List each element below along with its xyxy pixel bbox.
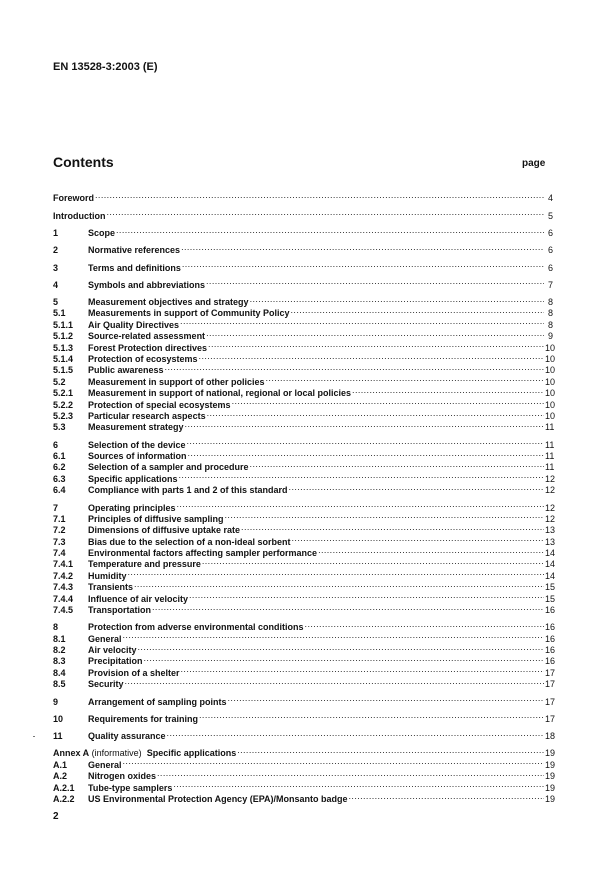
dot-leader <box>207 408 544 419</box>
toc-entry-page: 15 <box>545 593 556 604</box>
toc-entry-title: Sources of information <box>88 451 187 462</box>
toc-entry-number: 5.1.2 <box>53 331 74 342</box>
dot-leader <box>165 362 544 373</box>
toc-entry-title: Transportation <box>88 605 152 616</box>
toc-entry-title: Selection of a sampler and procedure <box>88 462 249 473</box>
toc-entry[interactable] <box>53 567 556 581</box>
toc-entry-page: 19 <box>545 759 556 770</box>
toc-entry-number: 8.3 <box>53 656 66 667</box>
toc-entry[interactable] <box>53 436 555 450</box>
dot-leader <box>177 499 544 510</box>
toc-entry-title: Protection of special ecosystems <box>88 399 231 410</box>
dot-leader <box>181 242 544 253</box>
toc-entry-title: Protection from adverse environmental conditions <box>88 622 304 633</box>
toc-entry-title: Particular research aspects <box>88 410 206 421</box>
toc-entry-page: 10 <box>545 354 556 365</box>
dot-leader <box>237 745 544 756</box>
toc-entry-number: 8 <box>53 622 59 633</box>
toc-entry-number: 5.2 <box>53 376 66 387</box>
dot-leader <box>206 276 544 287</box>
toc-entry-title: Measurement in support of other policies <box>88 376 265 387</box>
toc-entry[interactable] <box>53 207 553 221</box>
toc-entry-title: Transients <box>88 582 134 593</box>
toc-entry-title: Forest Protection directives <box>88 342 208 353</box>
toc-entry-title: Air Quality Directives <box>88 319 180 330</box>
toc-entry-number: 7.4.5 <box>53 605 74 616</box>
toc-entry-page: 14 <box>545 548 556 559</box>
toc-entry-page: 16 <box>545 645 556 656</box>
toc-entry-title: Measurement strategy <box>88 422 184 433</box>
dot-leader <box>208 339 544 350</box>
toc-entry-page: 11 <box>545 462 555 473</box>
toc-entry-number: 5.3 <box>53 422 66 433</box>
toc-entry-title: Measurement objectives and strategy <box>88 297 249 308</box>
toc-entry-number: 10 <box>53 713 64 724</box>
toc-entry-number: 5.2.2 <box>53 399 74 410</box>
toc-entry-page: 8 <box>547 319 553 330</box>
dot-leader <box>352 385 544 396</box>
dot-leader <box>241 522 544 533</box>
toc-entry-number: 4 <box>53 279 59 290</box>
toc-entry-title: Air velocity <box>88 645 137 656</box>
toc-entry-page: 16 <box>545 656 556 667</box>
toc-entry-number: 7.2 <box>53 525 66 536</box>
page-column-label: page <box>522 158 546 169</box>
toc-entry-number: 8.1 <box>53 633 66 644</box>
toc-entry-page: 8 <box>547 297 553 308</box>
toc-entry-number: 5.1.1 <box>53 319 74 330</box>
toc-entry-page: 13 <box>545 525 556 536</box>
toc-entry-title: US Environmental Protection Agency (EPA)/Monsanto badge <box>88 793 348 804</box>
toc-entry-page: 15 <box>545 582 556 593</box>
toc-entry-page: 17 <box>545 713 556 724</box>
toc-entry-number: A.1 <box>53 759 68 770</box>
toc-entry[interactable] <box>53 676 556 690</box>
toc-entry-page: 10 <box>545 365 556 376</box>
dot-leader <box>167 728 544 739</box>
toc-entry-title: Symbols and abbreviations <box>88 279 206 290</box>
toc-entry[interactable] <box>53 728 556 742</box>
toc-entry-title: Public awareness <box>88 365 164 376</box>
toc-entry-title: Humidity <box>88 570 127 581</box>
toc-entry-title: Introduction <box>53 210 106 221</box>
toc-entry[interactable] <box>53 768 556 782</box>
toc-entry[interactable] <box>53 190 553 204</box>
toc-entry-page: 14 <box>545 570 556 581</box>
toc-entry-title: Requirements for training <box>88 713 199 724</box>
dot-leader <box>199 710 544 721</box>
dot-leader <box>187 436 544 447</box>
dot-leader <box>123 630 544 641</box>
toc-entry-number: 5.1.4 <box>53 354 74 365</box>
toc-entry-page: 18 <box>545 731 556 742</box>
toc-entry-page: 19 <box>545 771 556 782</box>
toc-entry-number: 6.1 <box>53 451 66 462</box>
toc-entry[interactable] <box>53 642 556 656</box>
toc-entry-page: 13 <box>545 536 556 547</box>
toc-entry-page: 19 <box>545 748 556 759</box>
toc-entry-number: 6.2 <box>53 462 66 473</box>
toc-entry-title: Specific applications <box>88 473 178 484</box>
dot-leader <box>128 567 544 578</box>
toc-entry-page: 7 <box>547 279 553 290</box>
toc-entry[interactable] <box>53 225 553 236</box>
dot-leader <box>349 791 544 802</box>
toc-entry-title: Protection of ecosystems <box>88 354 198 365</box>
toc-entry-title: Nitrogen oxides <box>88 771 157 782</box>
scan-speck <box>33 736 35 737</box>
toc-entry-title: Selection of the device <box>88 439 186 450</box>
toc-entry[interactable] <box>53 756 556 770</box>
toc-entry[interactable] <box>53 242 553 256</box>
toc-entry-title: General <box>88 759 122 770</box>
toc-entry-page: 10 <box>545 410 556 421</box>
toc-entry-page: 17 <box>545 679 556 690</box>
toc-entry-number: 5 <box>53 297 59 308</box>
dot-leader <box>182 259 544 270</box>
toc-entry-number: A.2.2 <box>53 793 75 804</box>
dot-leader <box>134 579 544 590</box>
toc-entry[interactable] <box>53 619 556 633</box>
toc-entry-number: 7.3 <box>53 536 66 547</box>
toc-entry-title: Arrangement of sampling points <box>88 696 227 707</box>
toc-entry-page: 12 <box>545 473 556 484</box>
toc-entry-page: 16 <box>545 605 556 616</box>
dot-leader <box>152 602 544 613</box>
toc-entry-title: Influence of air velocity <box>88 593 189 604</box>
document-id: EN 13528-3:2003 (E) <box>53 61 158 73</box>
toc-entry-page: 10 <box>545 342 556 353</box>
dot-leader <box>292 533 544 544</box>
dot-leader <box>181 664 544 675</box>
dot-leader <box>173 779 544 790</box>
toc-entry-title: Security <box>88 679 124 690</box>
dot-leader <box>228 693 544 704</box>
dot-leader <box>188 448 544 459</box>
toc-entry-title: Provision of a shelter <box>88 667 180 678</box>
toc-entry-number: 7.1 <box>53 513 66 524</box>
toc-entry-title: Tube-type samplers <box>88 782 173 793</box>
dot-leader <box>266 373 544 384</box>
dot-leader <box>250 294 544 305</box>
toc-entry-page: 5 <box>547 210 553 221</box>
toc-entry[interactable] <box>53 579 556 593</box>
table-of-contents <box>53 190 556 804</box>
dot-leader <box>206 328 544 339</box>
dot-leader <box>289 482 544 493</box>
toc-entry-number: A.2.1 <box>53 782 75 793</box>
toc-entry-page: 16 <box>545 633 556 644</box>
toc-entry-title: Operating principles <box>88 502 176 513</box>
toc-entry-title: Terms and definitions <box>88 262 181 273</box>
toc-entry[interactable] <box>53 499 556 513</box>
toc-entry-number: 5.1 <box>53 308 66 319</box>
toc-entry-page: 6 <box>547 227 553 238</box>
toc-entry-title: Bias due to the selection of a non-ideal sorbent <box>88 536 291 547</box>
dot-leader <box>185 419 544 430</box>
toc-entry-number: 8.5 <box>53 679 66 690</box>
annex-title: Specific applications <box>141 748 237 759</box>
toc-entry-page: 11 <box>545 422 555 433</box>
toc-entry-number: 1 <box>53 227 59 238</box>
toc-entry-title: Environmental factors affecting sampler performance <box>88 548 318 559</box>
toc-entry-number: 9 <box>53 696 59 707</box>
toc-entry-page: 11 <box>545 439 555 450</box>
toc-entry-page: 8 <box>547 308 553 319</box>
dot-leader <box>202 556 544 567</box>
dot-leader <box>95 190 544 201</box>
dot-leader <box>144 653 544 664</box>
toc-entry-number: 8.2 <box>53 645 66 656</box>
toc-entry-number: 6.3 <box>53 473 66 484</box>
toc-entry-page: 19 <box>545 782 556 793</box>
toc-entry-page: 4 <box>547 193 553 204</box>
dot-leader <box>250 459 544 470</box>
toc-entry-page: 14 <box>545 559 556 570</box>
toc-entry-number: 7.4.3 <box>53 582 74 593</box>
toc-entry-page: 9 <box>547 331 553 342</box>
toc-entry-number: 7 <box>53 502 59 513</box>
toc-entry-page: 12 <box>545 513 556 524</box>
toc-entry-title: Temperature and pressure <box>88 559 201 570</box>
dot-leader <box>189 590 544 601</box>
toc-entry-page: 12 <box>545 485 556 496</box>
toc-entry-title: Source-related assessment <box>88 331 206 342</box>
dot-leader <box>179 470 544 481</box>
toc-entry-number: 5.2.3 <box>53 410 74 421</box>
toc-entry-title: Dimensions of diffusive uptake rate <box>88 525 241 536</box>
toc-entry[interactable] <box>53 693 556 707</box>
toc-entry-title: Compliance with parts 1 and 2 of this standard <box>88 485 288 496</box>
toc-entry-number: 6 <box>53 439 59 450</box>
toc-entry-page: 10 <box>545 376 556 387</box>
contents-heading: Contents <box>53 154 114 170</box>
toc-entry-title: Measurements in support of Community Policy <box>88 308 290 319</box>
dot-leader <box>180 316 544 327</box>
toc-entry-title: Principles of diffusive sampling <box>88 513 224 524</box>
toc-entry-number: 7.4.4 <box>53 593 74 604</box>
toc-entry-page: 11 <box>545 451 555 462</box>
dot-leader <box>116 225 544 236</box>
dot-leader <box>291 305 544 316</box>
toc-entry-title: Precipitation <box>88 656 143 667</box>
toc-entry-page: 16 <box>545 622 556 633</box>
toc-entry[interactable] <box>53 276 553 290</box>
toc-entry[interactable] <box>53 630 556 644</box>
dot-leader <box>225 511 544 522</box>
toc-entry[interactable] <box>53 259 553 273</box>
dot-leader <box>125 676 544 687</box>
toc-entry-title: Quality assurance <box>88 731 166 742</box>
toc-entry[interactable] <box>53 710 556 724</box>
toc-entry-page: 10 <box>545 388 556 399</box>
dot-leader <box>305 619 544 630</box>
toc-entry-page: 6 <box>547 245 553 256</box>
toc-entry-number: 6.4 <box>53 485 66 496</box>
toc-entry-number: 2 <box>53 245 59 256</box>
toc-entry-title: Scope <box>88 227 116 238</box>
page-number: 2 <box>53 811 59 822</box>
toc-entry-number: 5.1.3 <box>53 342 74 353</box>
dot-leader <box>107 207 545 218</box>
toc-entry-number: 8.4 <box>53 667 66 678</box>
toc-entry-page: 12 <box>545 502 556 513</box>
dot-leader <box>232 396 544 407</box>
toc-entry-title: Foreword <box>53 193 95 204</box>
toc-entry-number: 7.4.1 <box>53 559 74 570</box>
toc-entry-number: 5.2.1 <box>53 388 74 399</box>
toc-entry-page: 17 <box>545 667 556 678</box>
toc-entry-page: 17 <box>545 696 556 707</box>
toc-entry-page: 19 <box>545 793 556 804</box>
annex-status: (informative) <box>89 748 142 759</box>
toc-entry-title: General <box>88 633 122 644</box>
toc-entry[interactable] <box>53 294 553 308</box>
toc-entry-number: 7.4.2 <box>53 570 74 581</box>
toc-entry-title: Measurement in support of national, regional or local policies <box>88 388 352 399</box>
annex-label: Annex A <box>53 748 90 759</box>
dot-leader <box>318 545 544 556</box>
dot-leader <box>199 351 544 362</box>
dot-leader <box>157 768 544 779</box>
toc-entry-number: 7.4 <box>53 548 66 559</box>
dot-leader <box>123 756 544 767</box>
toc-entry-title: Normative references <box>88 245 181 256</box>
toc-entry-number: 3 <box>53 262 59 273</box>
toc-entry-number: 5.1.5 <box>53 365 74 376</box>
toc-entry-number: A.2 <box>53 771 68 782</box>
toc-entry-page: 6 <box>547 262 553 273</box>
toc-entry-page: 10 <box>545 399 556 410</box>
dot-leader <box>138 642 544 653</box>
toc-entry[interactable] <box>53 745 556 759</box>
toc-entry-number: 11 <box>53 731 63 742</box>
